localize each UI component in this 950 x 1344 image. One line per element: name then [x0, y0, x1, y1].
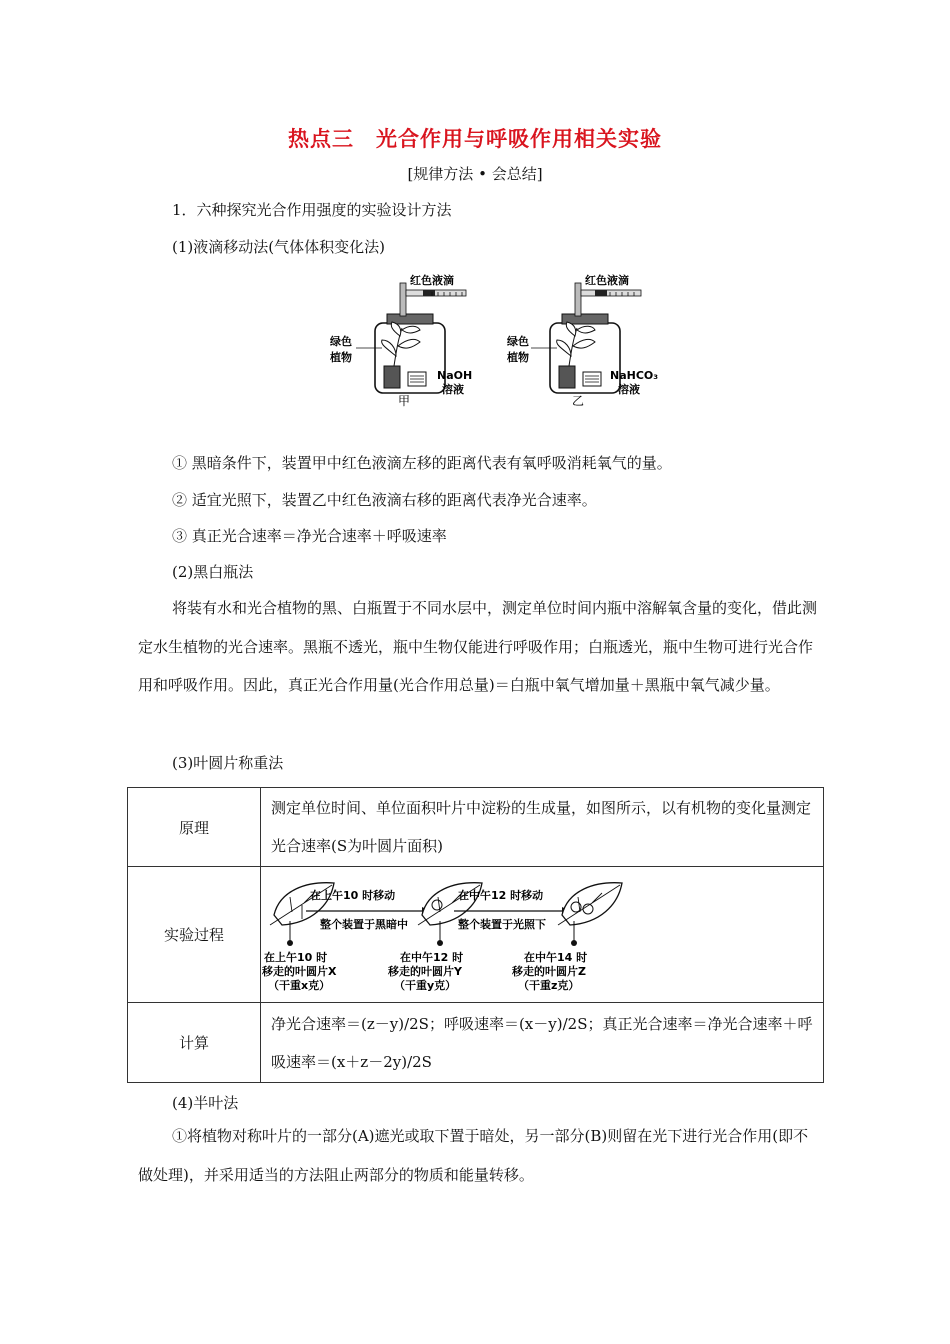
arrow2-bottom-label: 整个装置于光照下 [458, 917, 546, 931]
leaf-disc-table [127, 787, 824, 1083]
naoh-label-1: NaOH [437, 369, 473, 382]
plant-label-left-2: 植物 [330, 351, 352, 364]
plant-label-right-2: 植物 [507, 351, 529, 364]
page-title: 热点三 光合作用与呼吸作用相关实验 [288, 127, 662, 151]
disc-z-label-3: （干重z克） [518, 978, 580, 992]
droplet-apparatus-figure [320, 268, 659, 408]
arrow1-top-label: 在上午10 时移动 [310, 888, 396, 902]
disc-x-label-3: （干重x克） [268, 978, 331, 992]
table-row [128, 867, 824, 1003]
point-1: ① 黑暗条件下，装置甲中红色液滴左移的距离代表有氧呼吸消耗氧气的量。 [172, 454, 672, 472]
disc-y-label-1: 在中午12 时 [400, 950, 464, 964]
disc-z-label-2: 移走的叶圆片Z [512, 964, 586, 978]
nahco3-label-2: 溶液 [618, 383, 640, 396]
apparatus-label-yi: 乙 [572, 394, 585, 408]
point-2: ② 适宜光照下，装置乙中红色液滴右移的距离代表净光合速率。 [172, 491, 597, 509]
method-heading-3: (3)叶圆片称重法 [172, 754, 284, 772]
drop-label-right: 红色液滴 [585, 274, 629, 287]
row-content-calculation: 净光合速率＝(z－y)/2S；呼吸速率＝(x－y)/2S；真正光合速率＝净光合速率＋呼吸速率＝(x＋z－2y)/2S [261, 1003, 824, 1083]
plant-label-right-1: 绿色 [507, 335, 529, 348]
half-leaf-paragraph: ①将植物对称叶片的一部分(A)遮光或取下置于暗处，另一部分(B)则留在光下进行光合作用(即不做处理)，并采用适当的方法阻止两部分的物质和能量转移。 [138, 1127, 809, 1184]
black-white-bottle-paragraph: 将装有水和光合植物的黑、白瓶置于不同水层中，测定单位时间内瓶中溶解氧含量的变化，借此测定水生植物的光合速率。黑瓶不透光，瓶中生物仅能进行呼吸作用；白瓶透光，瓶中生物可进行光合作用和呼吸作用。因此，真正光合作用量(光合作用总量)＝白瓶中氧气增加量＋黑瓶中氧气减少量。 [138, 599, 818, 694]
nahco3-label-1: NaHCO₃ [610, 369, 659, 382]
method-heading-4: (4)半叶法 [172, 1094, 239, 1112]
disc-x-label-1: 在上午10 时 [264, 950, 328, 964]
point-3: ③ 真正光合速率＝净光合速率＋呼吸速率 [172, 527, 447, 545]
apparatus-label-jia: 甲 [398, 394, 411, 408]
leaf-icon-3 [558, 882, 622, 924]
table-row [128, 788, 824, 867]
arrow1-bottom-label: 整个装置于黑暗中 [320, 917, 408, 931]
row-content-principle: 测定单位时间、单位面积叶片中淀粉的生成量，如图所示，以有机物的变化量测定光合速率(S为叶圆片面积) [261, 788, 824, 867]
method-heading-2: (2)黑白瓶法 [172, 563, 254, 581]
naoh-label-2: 溶液 [442, 383, 464, 396]
arrow2-top-label: 在中午12 时移动 [458, 888, 544, 902]
leaf-disc-process-figure [262, 875, 822, 995]
row-content-process [261, 867, 824, 1003]
row-head-calculation: 计算 [128, 1003, 261, 1083]
table-row [128, 1003, 824, 1083]
disc-y-label-3: （干重y克） [394, 978, 457, 992]
disc-y-label-2: 移走的叶圆片Y [388, 964, 462, 978]
row-head-process: 实验过程 [128, 867, 261, 1003]
plant-label-left-1: 绿色 [330, 335, 352, 348]
drop-label-left: 红色液滴 [410, 274, 454, 287]
row-head-principle: 原理 [128, 788, 261, 867]
section-heading-1: 1．六种探究光合作用强度的实验设计方法 [172, 201, 452, 219]
section-subtitle: [规律方法 • 会总结] [407, 165, 543, 183]
disc-z-label-1: 在中午14 时 [524, 950, 588, 964]
disc-x-label-2: 移走的叶圆片X [262, 964, 337, 978]
method-heading-1: (1)液滴移动法(气体体积变化法) [172, 238, 385, 256]
